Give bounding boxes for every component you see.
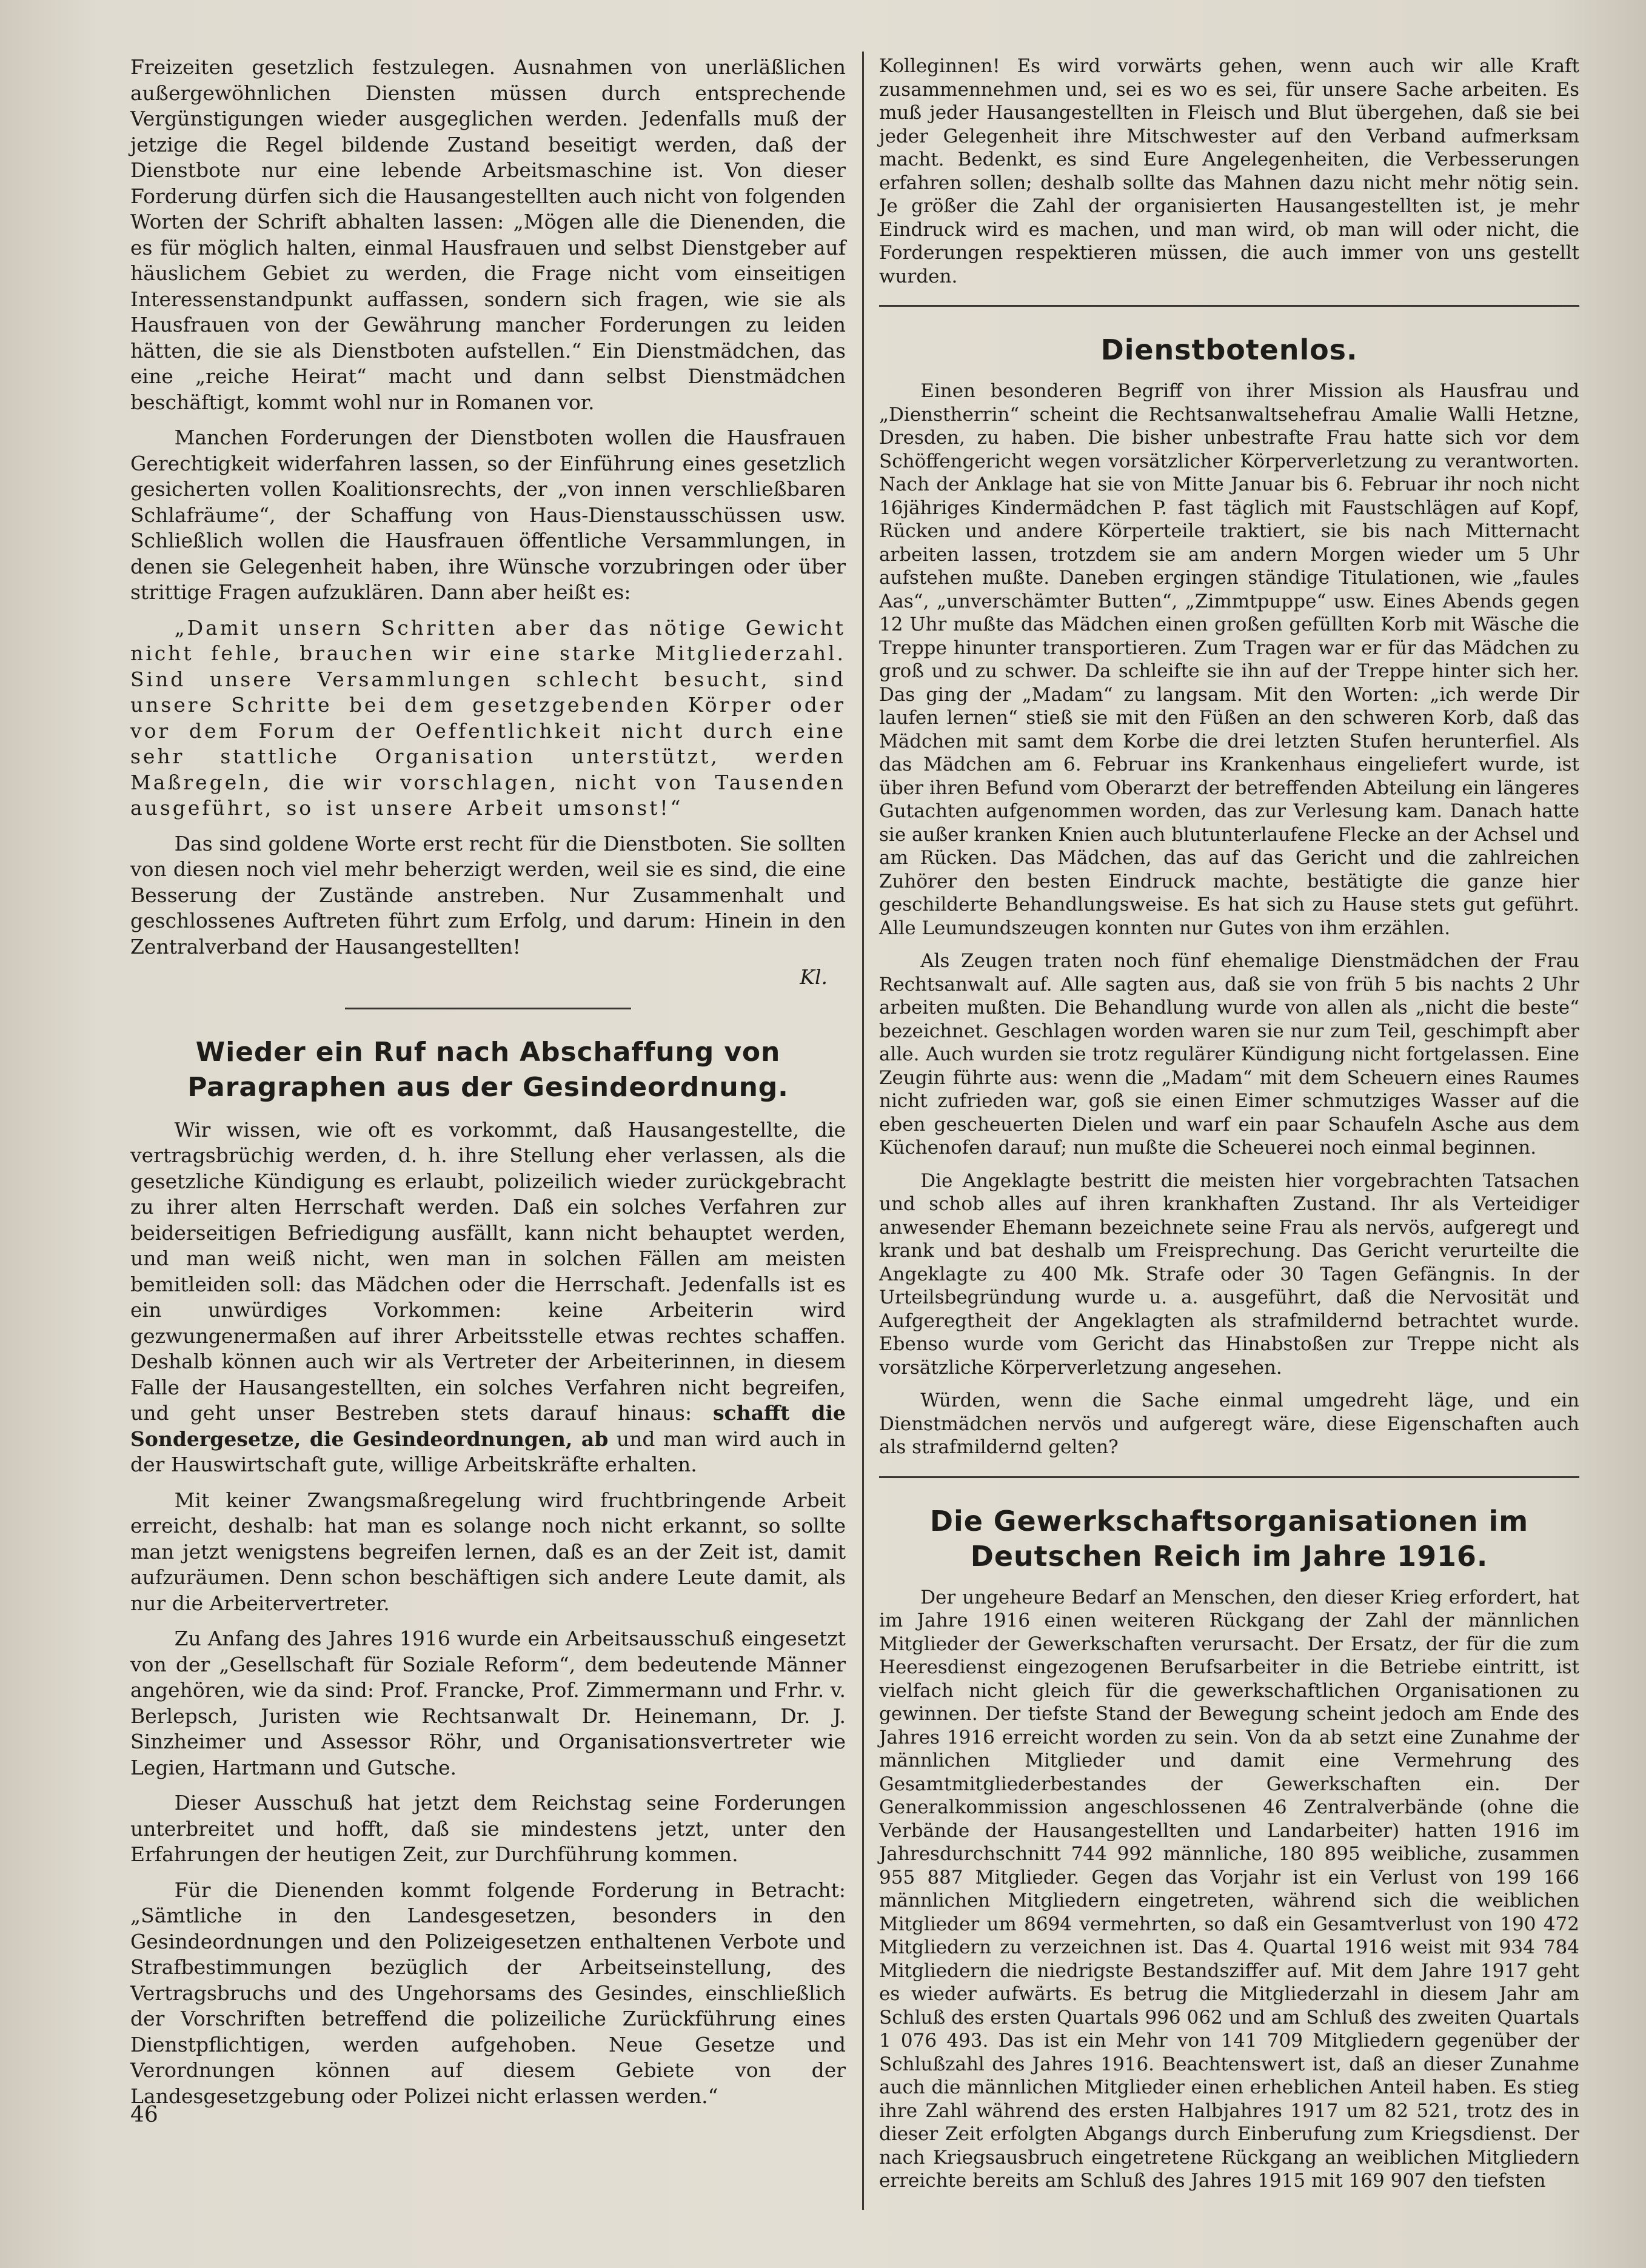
paragraph: Das sind goldene Worte erst recht für die Dienstboten. Sie sollten von diesen noch viel mehr beherzigt werden, weil sie es sind, die eine Besserung der Zustände anstreben. Nur Zusammenhalt und geschlossenes Auftreten führt zum Erfolg, und darum: Hinein in den Zentralverband der Hausangestellten! — [130, 831, 846, 958]
column-divider — [862, 52, 864, 2210]
page-number: 46 — [130, 2102, 158, 2127]
author-signature: Kl. — [800, 965, 828, 989]
paragraph-text: Wir wissen, wie oft es vorkommt, daß Hausangestellte, die vertragsbrüchig werden, d. h. ihre Stellung eher verlassen, als die gesetzliche Kündigung es erlaubt, polizeilich wieder zurückgebracht zu ihrer alten Herrschaft werden. Daß ein solches Verfahren zur beiderseitigen Befriedigung ausfällt, kann nicht behauptet werden, und man weiß nicht, wen man in solchen Fällen am meisten bemitleiden soll: das Mädchen oder die Herrschaft. Jedenfalls ist es ein unwürdiges Vorkommen: keine Arbeiterin wird gezwungenermaßen auf ihrer Arbeitsstelle etwas rechtes schaffen. Deshalb können auch wir als Vertreter der Arbeiterinnen, in diesem Falle der Hausangestellten, ein solches Verfahren nicht begreifen, und geht unser Bestreben stets darauf hinaus: — [130, 1117, 846, 1425]
quoted-paragraph: „Damit unsern Schritten aber das nötige Gewicht nicht fehle, brauchen wir eine starke Mitgliederzahl. Sind unsere Versammlungen schlecht besucht, sind unsere Schritte bei dem gesetzgebenden Körper oder vor dem Forum der Oeffentlichkeit nicht durch eine sehr stattliche Organisation unterstützt, werden Maßregeln, die wir vorschlagen, nicht von Tausenden ausgeführt, so ist unsere Arbeit umsonst!“ — [130, 615, 846, 820]
paragraph: Manchen Forderungen der Dienstboten wollen die Hausfrauen Gerechtigkeit widerfahren lassen, so der Einführung eines gesetzlich gesicherten vollen Koalitionsrechts, der „von innen verschließbaren Schlafräume“, der Schaffung von Haus-Dienstausschüssen usw. Schließlich wollen die Hausfrauen öffentliche Versammlungen, in denen sie Gelegenheit haben, ihre Wünsche vorzubringen oder über strittige Fragen aufzuklären. Dann aber heißt es: — [130, 426, 846, 604]
paragraph: Für die Dienenden kommt folgende Forderung in Betracht: „Sämtliche in den Landesgesetzen, besonders in den Gesindeordnungen und den Polizeigesetzen enthaltenen Verbote und Strafbestimmungen bezüglich der Arbeitseinstellung, des Vertragsbruchs und des Ungehorsams des Gesindes, einschließlich der Vorschriften betreffend die polizeiliche Zurückführung eines Dienstpflichtigen, werden aufgehoben. Neue Gesetze und Verordnungen können auf diesem Gebiete von der Landesgesetzgebung oder Polizei nicht erlassen werden.“ — [130, 1878, 846, 2108]
paragraph — [130, 1117, 846, 1478]
paragraph: Würden, wenn die Sache einmal umgedreht läge, und ein Dienstmädchen nervös und aufgeregt wäre, diese Eigenschaften auch als strafmildernd gelten? — [879, 1390, 1579, 1458]
article-headline: Wieder ein Ruf nach Abschaffung von Paragraphen aus der Gesindeordnung. — [187, 1036, 789, 1103]
article-headline: Dienstbotenlos. — [1100, 333, 1358, 366]
section-divider — [879, 1476, 1579, 1478]
paragraph-text: und man wird auch in der Hauswirtschaft gute, willige Arbeitskräfte erhalten. — [130, 1427, 846, 1476]
paragraph: Mit keiner Zwangsmaßregelung wird fruchtbringende Arbeit erreicht, deshalb: hat man es solange noch nicht erkannt, so sollte man jetzt wenigstens begreifen lernen, daß es an der Zeit ist, damit aufzuräumen. Denn schon beschäftigen sich andere Leute damit, als nur die Arbeitervertreter. — [130, 1488, 846, 1615]
paragraph: Die Angeklagte bestritt die meisten hier vorgebrachten Tatsachen und schob alles auf ihren krankhaften Zustand. Ihr als Verteidiger anwesender Ehemann bezeichnete seine Frau als nervös, aufgeregt und krank und bat deshalb um Freisprechung. Das Gericht verurteilte die Angeklagte zu 400 Mk. Strafe oder 30 Tagen Gefängnis. In der Urteilsbegründung wurde u. a. ausgeführt, daß die Nervosität und Aufgeregtheit der Angeklagten als strafmildernd betrachtet wurde. Ebenso wurde vom Gericht das Hinabstoßen zur Treppe nicht als vorsätzliche Körperverletzung angesehen. — [879, 1169, 1579, 1379]
right-column — [879, 55, 1579, 2203]
bold-emphasis: schafft die Sondergesetze, die Gesindeordnungen, ab — [130, 1401, 846, 1451]
article-headline: Die Gewerkschaftsorganisationen im Deutschen Reich im Jahre 1916. — [929, 1504, 1529, 1573]
paragraph: Dieser Ausschuß hat jetzt dem Reichstag seine Forderungen unterbreitet und hofft, daß sie mindestens jetzt, unter den Erfahrungen der heutigen Zeit, zur Durchführung kommen. — [130, 1791, 846, 1866]
paragraph: Einen besonderen Begriff von ihrer Mission als Hausfrau und „Dienstherrin“ scheint die Rechtsanwaltsehefrau Amalie Walli Hetzne, Dresden, zu haben. Die bisher unbestrafte Frau hatte sich vor dem Schöffengericht wegen vorsätzlicher Körperverletzung zu verantworten. Nach der Anklage hat sie von Mitte Januar bis 6. Februar ihr noch nicht 16jähriges Kindermädchen P. fast täglich mit Faustschlägen auf Kopf, Rücken und andere Körperteile traktiert, sie bis nach Mitternacht arbeiten lassen, trotzdem sie am andern Morgen wieder um 5 Uhr aufstehen mußte. Daneben ergingen ständige Titulationen, wie „faules Aas“, „unverschämter Butten“, „Zimmtpuppe“ usw. Eines Abends gegen 12 Uhr mußte das Mädchen einen großen gefüllten Korb mit Wäsche die Treppe hinunter transportieren. Zum Tragen war er für das Mädchen zu groß und zu schwer. Da schleifte sie ihn auf der Treppe hinter sich her. Das ging der „Madam“ zu langsam. Mit den Worten: „ich werde Dir laufen lernen“ stieß sie mit den Füßen an den schweren Korb, daß das Mädchen mit samt dem Korbe die drei letzten Stufen herunterfiel. Als das Mädchen am 6. Februar ins Krankenhaus eingeliefert wurde, ist über ihren Befund vom Oberarzt der betreffenden Abteilung ein längeres Gutachten aufgenommen worden, das zur Verlesung kam. Danach hatte sie außer kranken Knien auch blutunterlaufene Flecke an der Achsel und am Rücken. Das Mädchen, das auf das Gericht und die zahlreichen Zuhörer den besten Eindruck machte, bestätigte die ganze hier geschilderte Behandlungsweise. Es hat sich zu Hause stets gut geführt. Alle Leumundszeugen konnten nur Gutes von ihm erzählen. — [879, 380, 1579, 939]
paragraph: Der ungeheure Bedarf an Menschen, den dieser Krieg erfordert, hat im Jahre 1916 einen weiteren Rückgang der Zahl der männlichen Mitglieder der Gewerkschaften verursacht. Der Ersatz, der für die zum Heeresdienst eingezogenen Berufsarbeiter in die Betriebe eintritt, ist vielfach nicht gleich für die gewerkschaftlichen Organisationen zu gewinnen. Der tiefste Stand der Bewegung scheint jedoch am Ende des Jahres 1916 erreicht worden zu sein. Von da ab setzt eine Zunahme der männlichen Mitglieder und damit eine Vermehrung des Gesamtmitgliederbestandes der Gewerkschaften ein. Der Generalkommission angeschlossenen 46 Zentralverbände (ohne die Verbände der Hausangestellten und Landarbeiter) hatten 1916 im Jahresdurchschnitt 744 992 männliche, 180 895 weibliche, zusammen 955 887 Mitglieder. Gegen das Vorjahr ist ein Verlust von 199 166 männlichen Mitgliedern eingetreten, während sich die weiblichen Mitglieder um 8694 vermehrten, so daß ein Gesamtverlust von 190 472 Mitgliedern zu verzeichnen ist. Das 4. Quartal 1916 weist mit 934 784 Mitgliedern die niedrigste Bestandsziffer auf. Mit dem Jahre 1917 geht es wieder aufwärts. Es betrug die Mitgliederzahl in diesem Jahr am Schluß des ersten Quartals 996 062 und am Schluß des zweiten Quartals 1 076 493. Das ist ein Mehr von 141 709 Mitgliedern gegenüber der Schlußzahl des Jahres 1916. Beachtenswert ist, daß an dieser Zunahme auch die männlichen Mitglieder einen erheblichen Anteil haben. Es stieg ihre Zahl während des ersten Halbjahres 1917 um 82 521, trotz des in dieser Zeit erfolgten Abgangs durch Einberufung zum Kriegsdienst. Der nach Kriegsausbruch eingetretene Rückgang an weiblichen Mitgliedern erreichte bereits am Schluß des Jahres 1915 mit 169 907 den tiefsten — [879, 1586, 1579, 2192]
left-column — [130, 55, 846, 2119]
paragraph: Zu Anfang des Jahres 1916 wurde ein Arbeitsausschuß eingesetzt von der „Gesellschaft für Soziale Reform“, dem bedeutende Männer angehören, wie da sind: Prof. Francke, Prof. Zimmermann und Frhr. v. Berlepsch, Juristen wie Rechtsanwalt Dr. Heinemann, Dr. J. Sinzheimer und Assessor Röhr, und Organisationsvertreter wie Legien, Hartmann und Gutsche. — [130, 1627, 846, 1779]
section-divider — [879, 305, 1579, 307]
paragraph: Kolleginnen! Es wird vorwärts gehen, wenn auch wir alle Kraft zusammennehmen und, sei es wo es sei, für unsere Sache arbeiten. Es muß jeder Hausangestellten in Fleisch und Blut übergehen, daß sie bei jeder Gelegenheit ihre Mitschwester auf den Verband aufmerksam macht. Bedenkt, es sind Eure Angelegenheiten, die Verbesserungen erfahren sollen; deshalb sollte das Mahnen dazu nicht mehr nötig sein. Je größer die Zahl der organisierten Hausangestellten ist, je mehr Eindruck wird es machen, und man wird, ob man will oder nicht, die Forderungen respektieren müssen, die auch immer von uns gestellt wurden. — [879, 55, 1579, 287]
section-divider — [345, 1008, 631, 1009]
paragraph: Freizeiten gesetzlich festzulegen. Ausnahmen von unerläßlichen außergewöhnlichen Diensten müssen durch entsprechende Vergünstigungen wieder ausgeglichen werden. Jedenfalls muß der jetzige die Regel bildende Zustand beseitigt werden, daß der Dienstbote nur eine lebende Arbeitsmaschine ist. Von dieser Forderung dürfen sich die Hausangestellten auch nicht von folgenden Worten der Schrift abhalten lassen: „Mögen alle die Dienenden, die es für möglich halten, einmal Hausfrauen und selbst Dienstgeber auf häuslichem Gebiet zu werden, die Frage nicht vom einseitigen Interessenstandpunkt auffassen, sondern sich fragen, wie sie als Hausfrauen von der Gewährung mancher Forderungen zu leiden hätten, die sie als Dienstboten aufstellen.“ Ein Dienstmädchen, das eine „reiche Heirat“ macht und dann selbst Dienstmädchen beschäftigt, kommt wohl nur in Romanen vor. — [130, 55, 846, 414]
paragraph: Als Zeugen traten noch fünf ehemalige Dienstmädchen der Frau Rechtsanwalt auf. Alle sagten aus, daß sie von früh 5 bis nachts 2 Uhr arbeiten mußten. Die Behandlung wurde von allen als „nicht die beste“ bezeichnet. Geschlagen worden waren sie nur zum Teil, geschimpft aber alle. Auch wurden sie trotz regulärer Kündigung nicht fortgelassen. Eine Zeugin führte aus: wenn die „Madam“ mit dem Scheuern eines Raumes nicht zufrieden war, goß sie einen Eimer schmutziges Wasser auf die eben gescheuerten Dielen und warf ein paar Schaufeln Asche aus dem Küchenofen darauf; nun mußte die Scheuerei noch einmal beginnen. — [879, 950, 1579, 1159]
